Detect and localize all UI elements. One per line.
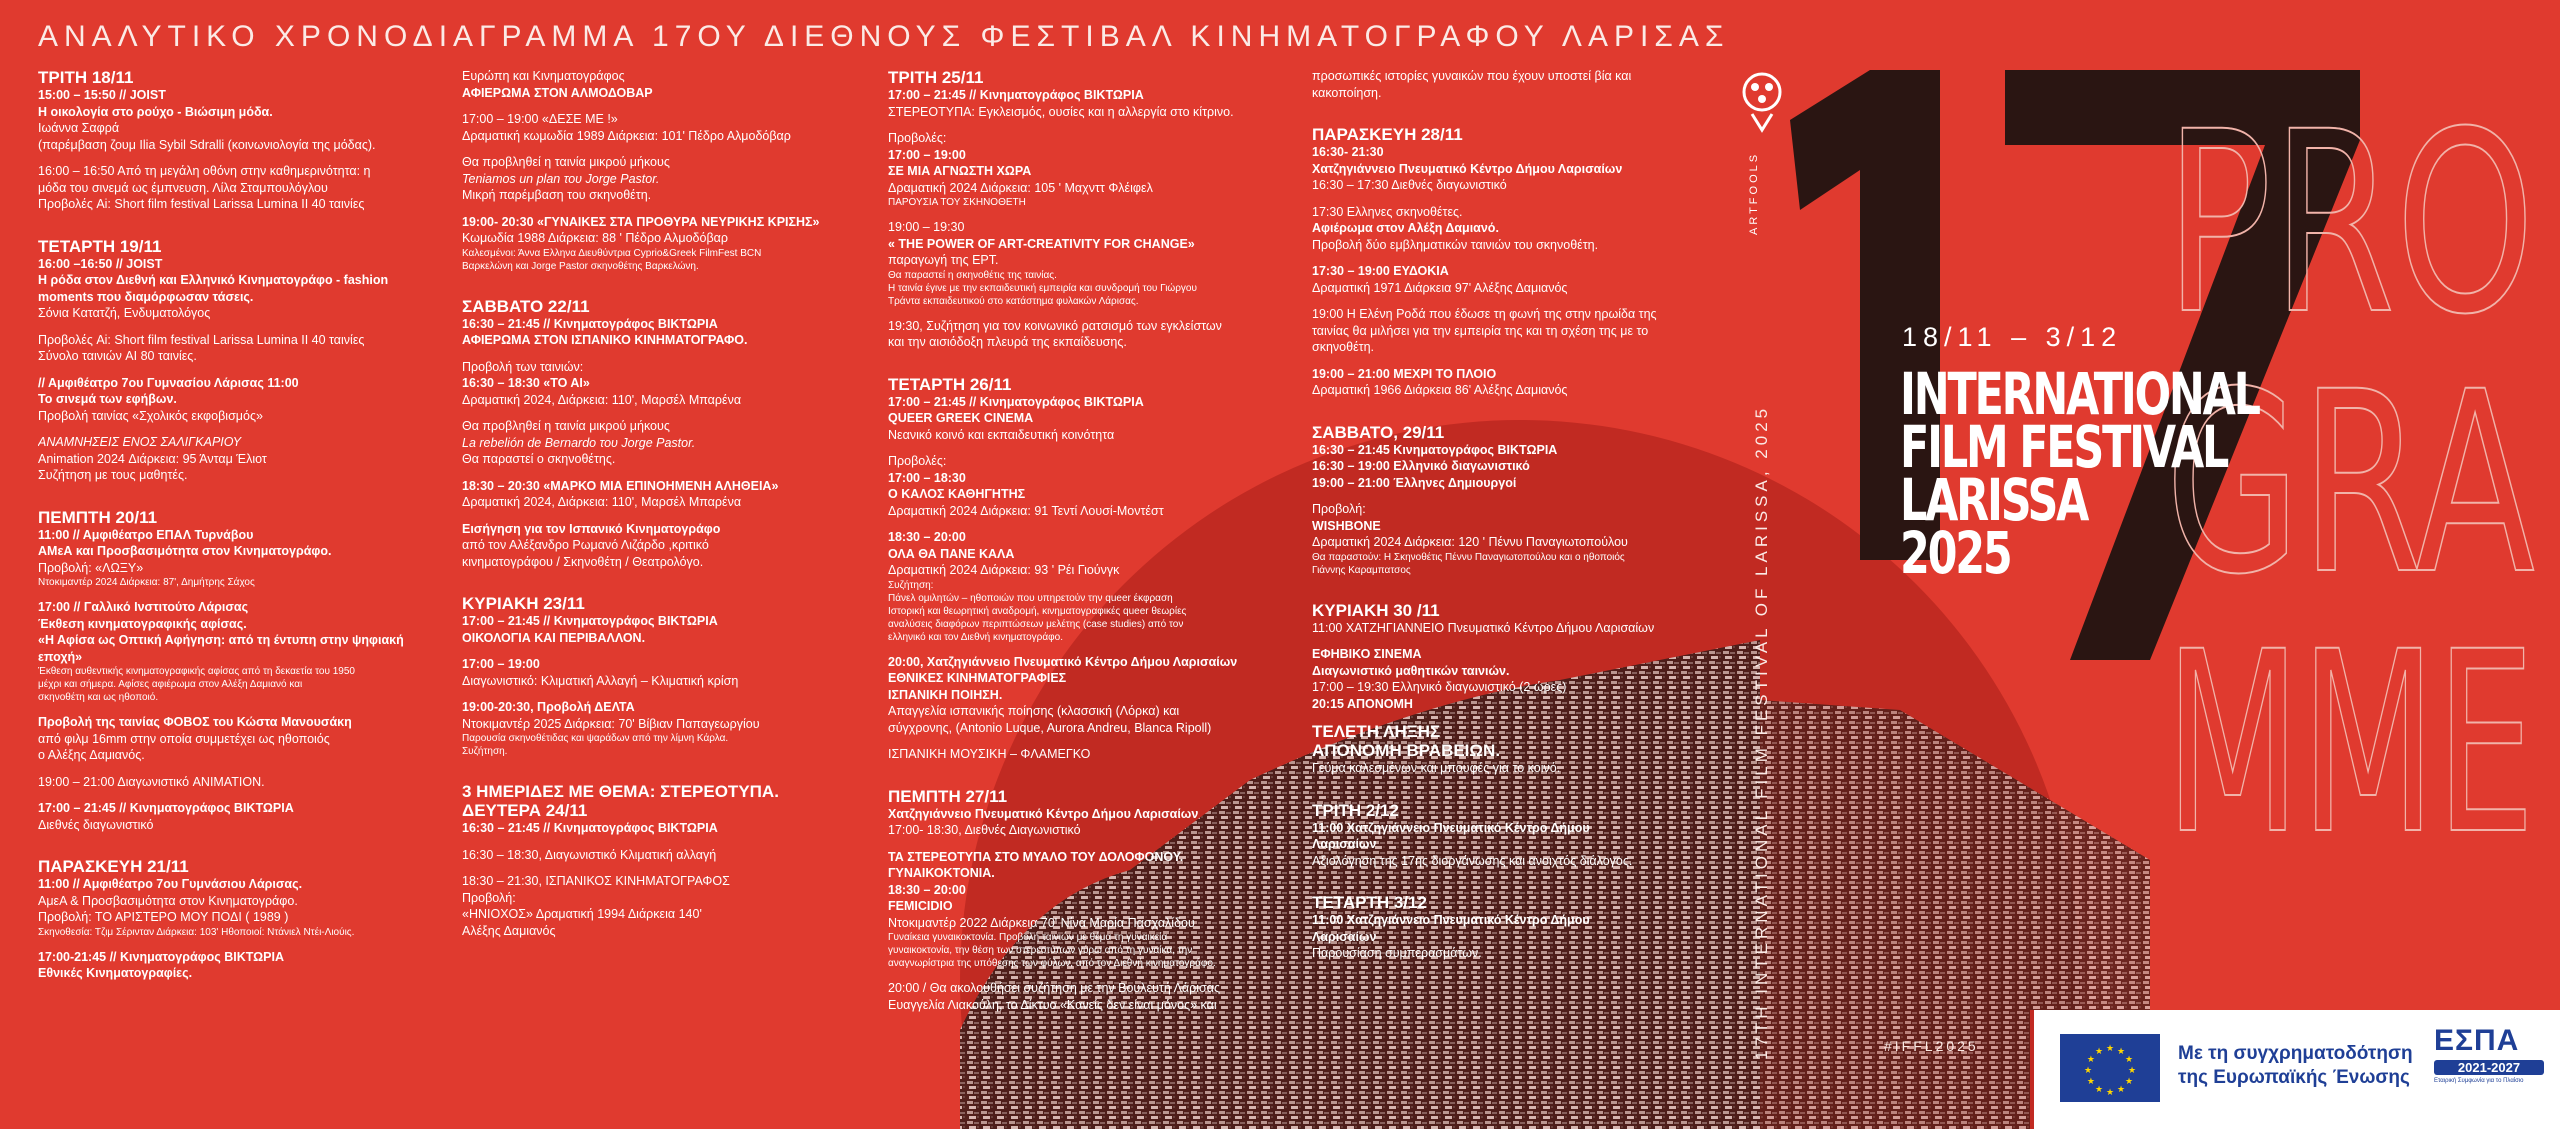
schedule-line: Προβολή ταινίας «Σχολικός εκφοβισμός» [38,408,263,423]
schedule-line: γυναικοκτονία, την θέση των στερεοτύπων γύρω από τη γυναίκα, την [888,945,1193,956]
schedule-line: Ντοκιμαντέρ 2024 Διάρκεια: 87', Δημήτρης Σάχος [38,577,255,588]
schedule-line: Διαγωνιστικό: Κλιματική Αλλαγή – Κλιματική κρίση [462,673,739,688]
schedule-line: Αλέξης Δαμιανός [462,923,556,938]
schedule-line: 17:00 – 21:45 // Κινηματογράφος ΒΙΚΤΩΡΙΑ [462,614,718,628]
schedule-line: Δραματική 1966 Διάρκεια 86' Αλέξης Δαμιανός [1312,383,1568,397]
eu-text-line: της Ευρωπαϊκής Ένωσης [2178,1067,2410,1088]
schedule-line: από τον Αλέξανδρο Ρωμανό Λιζάρδο ,κριτικό [462,538,709,552]
eu-star-icon: ★ [2094,1084,2104,1095]
festival-name [1900,360,2259,587]
schedule-line: Έκθεση αυθεντικής κινηματογραφικής αφίσας από τη δεκαετία του 1950 [38,666,355,677]
schedule-line: 11:00 // Αμφιθέατρο 7ου Γυμνάσιου Λάρισας. [38,877,303,891]
schedule-line: σύγχρονης, (Antonio Luque, Aurora Andreu, Blanca Ripoll) [888,720,1212,735]
day-heading: ΠΕΜΠΤΗ 27/11 [888,786,1008,806]
day-heading: ΤΕΤΑΡΤΗ 3/12 [1312,893,1427,912]
schedule-line: 17:00 – 21:45 // Κινηματογράφος ΒΙΚΤΩΡΙΑ [888,88,1144,102]
schedule-line: Θα παραστούν: Η Σκηνοθέτις Πέννυ Παναγιωτοπούλου και ο ηθοποιός [1312,551,1625,563]
schedule-line: μέχρι και σήμερα. Αφίσες αφιέρωμα στον Αλέξη Δαμιανό και [38,679,303,690]
schedule-line: 17:00 // Γαλλικό Ινστιτούτο Λάρισας [38,600,249,614]
festival-dates: 18/11 – 3/12 [1902,322,2123,352]
schedule-line: ελληνικό και τον Διεθνή κινηματογράφο. [888,631,1063,643]
schedule-line: Προβολή δύο εμβληματικών ταινιών του σκηνοθέτη. [1312,237,1599,252]
day-heading: ΠΑΡΑΣΚΕΥΗ 28/11 [1312,125,1463,144]
schedule-line: 18:30 – 20:00 [888,530,966,544]
schedule-line: 16:30 – 21:45 // Κινηματογράφος ΒΙΚΤΩΡΙΑ [462,316,718,331]
schedule-line: Μικρή παρέμβαση του σκηνοθέτη. [462,188,652,202]
artfools-label: ARTFOOLS [1748,151,1760,235]
schedule-line: 19:00- 20:30 «ΓΥΝΑΙΚΕΣ ΣΤΑ ΠΡΟΘΥΡΑ ΝΕΥΡΙΚΗΣ ΚΡΙΣΗΣ» [462,214,820,229]
schedule-line: QUEER GREEK CINEMA [888,411,1034,425]
schedule-line: 20:15 ΑΠΟΝΟΜΗ [1312,696,1413,711]
day-heading: ΠΕΜΠΤΗ 20/11 [38,507,158,527]
schedule-column-4 [1312,68,1712,962]
schedule-line: Θα παραστεί η σκηνοθέτις της ταινίας. [888,269,1057,281]
eu-star-icon: ★ [2127,1065,2137,1075]
schedule-line: μόδα του σινεμά ως έμπνευση. Λίλα Σταμπουλόγλου [38,180,328,195]
schedule-line: Προβολές: [888,131,947,145]
schedule-line: ταινίας θα μιλήσει για την εμπειρία της και τη σχέση της με το [1312,323,1649,338]
hashtag: #IFFL2025 [1884,1038,1979,1054]
schedule-column-2 [462,68,862,939]
schedule-line: Teniamos un plan του Jorge Pastor. [462,171,660,186]
festival-name-line: FILM FESTIVAL [1900,413,2228,481]
schedule-line: Γεύμα καλεσμένων και μπουφές για το κοινό. [1312,761,1561,775]
schedule-line: Δραματική 2024 Διάρκεια: 120 ' Πέννυ Παναγιωτοπούλου [1312,535,1628,549]
schedule-line: « THE POWER OF ART-CREATIVITY FOR CHANGE» [888,236,1195,251]
schedule-line: «ΗΝΙΟΧΟΣ» Δραματική 1994 Διάρκεια 140' [462,907,702,921]
schedule-line: Παρουσία σκηνοθέτιδας και ψαράδων από την λίμνη Κάρλα. [462,733,729,744]
schedule-line: σκηνοθέτη. [1312,340,1375,354]
eu-star-icon: ★ [2105,1043,2115,1053]
day-heading: ΚΥΡΙΑΚΗ 30 /11 [1312,600,1440,620]
schedule-line: Η ταινία έγινε με την εκπαιδευτική εμπειρία και συνδρομή του Γιώργου [888,282,1197,294]
schedule-line: 17:00- 18:30, Διεθνές Διαγωνιστικό [888,823,1081,837]
day-heading: 3 ΗΜΕΡΙΔΕΣ ΜΕ ΘΕΜΑ: ΣΤΕΡΕΟΤΥΠΑ. [462,782,779,801]
day-heading: ΠΑΡΑΣΚΕΥΗ 21/11 [38,857,189,876]
schedule-line: Σόνια Κατατζή, Ενδυματολόγος [38,306,211,320]
day-heading: ΤΡΙΤΗ 2/12 [1312,800,1399,820]
schedule-line: 19:00-20:30, Προβολή ΔΕΛΤΑ [462,700,635,714]
schedule-line: ΑΜεΑ και Προσβασιμότητα στον Κινηματογράφο. [38,544,332,558]
schedule-line: ΓΥΝΑΙΚΟΚΤΟΝΙΑ. [888,866,995,880]
schedule-column-1 [38,68,438,982]
schedule-line: 16:00 – 16:50 Από τη μεγάλη οθόνη στην καθημερινότητα: η [38,164,371,178]
film-reel-icon [1744,74,1780,130]
schedule-line: εποχή» [38,649,83,664]
schedule-line: Χατζηγιάννειο Πνευματικό Κέντρο Δήμου Λαρισαίων [888,806,1199,821]
schedule-line: Ντοκιμαντέρ 2022 Διάρκεια 70' Νίνα Μαρία Πασχαλίδου [888,915,1195,930]
schedule-line: Δραματική 1971 Διάρκεια 97' Αλέξης Δαμιανός [1312,280,1568,295]
schedule-line: Δραματική 2024, Διάρκεια: 110', Μαρσέλ Μπαρένα [462,495,742,509]
schedule-line: 18:30 – 21:30, ΙΣΠΑΝΙΚΟΣ ΚΙΝΗΜΑΤΟΓΡΑΦΟΣ [462,874,730,888]
schedule-line: ΣΤΕΡΕΟΤΥΠΑ: Εγκλεισμός, ουσίες και η αλλεργία στο κίτρινο. [888,104,1234,119]
schedule-line: Γιάννης Καραμπατσος [1312,564,1411,576]
schedule-line: 11:00 Χατζηγιάννειο Πνευματικό Κέντρο Δήμου [1312,913,1590,927]
schedule-line: 19:00 – 19:30 [888,220,965,234]
schedule-line: ΙΣΠΑΝΙΚΗ ΠΟΙΗΣΗ. [888,687,1003,702]
schedule-line: Τράντα εκπαιδευτικού στο κατάστημα φυλακών Λάρισας. [888,295,1139,307]
eu-star-icon: ★ [2086,1054,2095,1064]
schedule-line: 17:00 – 19:00 [888,147,966,162]
day-heading: ΔΕΥΤΕΡΑ 24/11 [462,801,588,820]
schedule-line: Ντοκιμαντέρ 2025 Διάρκεια: 70' Βίβιαν Παπαγεωργίου [462,716,760,731]
schedule-line: και την αισιόδοξη πλευρά της εκπαίδευσης. [888,335,1127,349]
schedule-line: αναγνωρίστρια της υπόθεσης των φύλων, από τον Διεθνή κινηματογράφο. [888,958,1216,969]
schedule-line: σκηνοθέτη και ως ηθοποιό. [38,692,159,703]
schedule-line: αναλύσεις διαφόρων περιπτώσεων μελέτης (case studies) από τον [888,618,1184,630]
festival-name-line: LARISSA [1900,466,2088,534]
eu-funding-text [2178,1042,2413,1090]
schedule-line: Προβολή των ταινιών: [462,359,584,374]
schedule-line: 16:30 – 19:00 Ελληνικό διαγωνιστικό [1312,459,1530,473]
day-heading: ΤΕΤΑΡΤΗ 26/11 [888,374,1012,394]
vertical-festival-caption: 17TH INTERNATIONAL FILM FESTIVAL OF LARISSA, 2025 [1752,404,1771,1060]
schedule-line: FEMICIDIO [888,899,953,913]
schedule-line: Καλεσμένοι: Άννα Ελληνα Διευθύντρια Cyprio&Greek FilmFest BCN [462,247,762,259]
schedule-line: 16:30- 21:30 [1312,145,1384,159]
schedule-line: moments που διαμόρφωσαν τάσεις. [38,289,254,304]
day-heading: ΤΡΙΤΗ 25/11 [888,68,984,87]
schedule-line: παραγωγή της ΕΡΤ. [888,253,999,267]
schedule-line: Θα προβληθεί η ταινία μικρού μήκους [462,155,670,169]
eu-star-icon: ★ [2105,1087,2115,1097]
schedule-line: Γυναίκεια γυναικοκτονία. Προβολή ταινιών με θέμα τη γυναικεία [888,932,1168,943]
schedule-line: 17:00-21:45 // Κινηματογράφος ΒΙΚΤΩΡΙΑ [38,949,284,964]
schedule-line: κινηματογράφου / Σκηνοθέτη / Θεατρολόγο. [462,554,704,569]
eu-text-line: Με τη συγχρηματοδότηση [2178,1043,2413,1064]
schedule-line: ΑΦΙΕΡΩΜΑ ΣΤΟΝ ΑΛΜΟΔΟΒΑΡ [462,85,653,100]
schedule-line: Ιωάννα Σαφρά [38,121,120,135]
schedule-line: 19:00 Η Ελένη Ροδά που έδωσε τη φωνή της στην ηρωίδα της [1312,307,1657,321]
schedule-line: Δραματική 2024 Διάρκεια: 105 ' Μαχνττ Φλέιφελ [888,180,1153,195]
espa-years: 2021-2027 [2434,1060,2544,1075]
schedule-line: Ο ΚΑΛΟΣ ΚΑΘΗΓΗΤΗΣ [888,487,1026,501]
schedule-line: 19:00 – 21:00 Διαγωνιστικό ANIMATION. [38,774,265,789]
programme-word: MME [2165,598,2535,889]
schedule-line: Προβολή της ταινίας ΦΟΒΟΣ του Κώστα Μανουσάκη [38,715,352,729]
schedule-line: Έκθεση κινηματογραφικής αφίσας. [38,616,247,631]
schedule-line: Εθνικές Κινηματογραφίες. [38,966,193,980]
schedule-line: Προβολές Ai: Short film festival Larissa Lumina II 40 ταινίες [38,197,365,211]
schedule-line: Δραματική 2024 Διάρκεια: 91 Τεντί Λουσί-Μοντέστ [888,503,1164,518]
schedule-line: 19:30, Συζήτηση για τον κοινωνικό ρατσισμό των εγκλείστων [888,318,1222,333]
schedule-line: 17:00 – 18:30 [888,470,966,485]
schedule-line: 16:30 – 21:45 // Κινηματογράφος ΒΙΚΤΩΡΙΑ [462,821,718,835]
schedule-line: (παρέμβαση ζουμ Ilia Sybil Sdralli (κοινωνιολογία της μόδας). [38,137,376,152]
festival-name-line: INTERNATIONAL [1900,360,2259,428]
schedule-line: Η ρόδα στον Διεθνή και Ελληνικό Κινηματογράφο - fashion [38,273,389,287]
schedule-line: Συζήτηση: [888,579,934,591]
schedule-line: Ευρώπη και Κινηματογράφος [462,69,625,83]
schedule-line: ο Αλέξης Δαμιανός. [38,748,145,762]
schedule-line: 15:00 – 15:50 // JOIST [38,88,166,102]
schedule-line: Animation 2024 Διάρκεια: 95 Άνταμ Έλιοτ [38,451,267,466]
schedule-line: 20:00, Χατζηγιάννειο Πνευματικό Κέντρο Δήμου Λαρισαίων [888,654,1238,669]
schedule-line: 19:00 – 21:00 ΜΕΧΡΙ ΤΟ ΠΛΟΙΟ [1312,366,1497,381]
schedule-line: ΙΣΠΑΝΙΚΗ ΜΟΥΣΙΚΗ – ΦΛΑΜΕΓΚΟ [888,747,1091,761]
schedule-line: ΕΦΗΒΙΚΟ ΣΙΝΕΜΑ [1312,647,1422,661]
schedule-line: Εισήγηση για τον Ισπανικό Κινηματογράφο [462,521,721,536]
programme-word: PRO [2165,78,2535,369]
schedule-line: Παρουσίαση συμπερασμάτων. [1312,946,1482,960]
schedule-line: Κωμωδία 1988 Διάρκεια: 88 ' Πέδρο Αλμοδόβαρ [462,231,728,245]
schedule-line: 17:30 Ελληνες σκηνοθέτες. [1312,204,1463,219]
schedule-line: Αφιέρωμα στον Αλέξη Δαμιανό. [1312,221,1499,235]
schedule-line: Δραματική 2024, Διάρκεια: 110', Μαρσέλ Μπαρένα [462,392,742,407]
schedule-line: Προβολή: «ΛΩΞΥ» [38,560,144,575]
eu-star-icon: ★ [2125,1076,2134,1086]
schedule-line: Πάνελ ομιλητών – ηθοποιών που υπηρετούν την queer έκφραση [888,592,1173,604]
schedule-line: ΕΘΝΙΚΕΣ ΚΙΝΗΜΑΤΟΓΡΑΦΙΕΣ [888,671,1067,685]
schedule-line: Προβολές Ai: Short film festival Larissa Lumina II 40 ταινίες [38,332,365,347]
festival-name-line: 2025 [1900,519,2011,587]
schedule-line: Ευαγγελία Λιακούλη, το Δίκτυο «Κανείς δεν είναι μόνος» και [888,997,1217,1012]
schedule-line: 17:00 – 19:00 [462,657,540,671]
schedule-line: Νεανικό κοινό και εκπαιδευτική κοινότητα [888,427,1115,442]
schedule-line: Δραματική 2024 Διάρκεια: 93 ' Ρέι Γιούνγκ [888,563,1120,577]
schedule-line: Διεθνές διαγωνιστικό [38,817,154,832]
schedule-line: ΟΛΑ ΘΑ ΠΑΝΕ ΚΑΛΑ [888,546,1015,561]
schedule-line: ΑΦΙΕΡΩΜΑ ΣΤΟΝ ΙΣΠΑΝΙΚΟ ΚΙΝΗΜΑΤΟΓΡΑΦΟ. [462,333,748,347]
programme-word: GRA [2165,338,2535,629]
eu-funding-banner [2034,1010,2560,1129]
schedule-line: ΠΑΡΟΥΣΙΑ ΤΟΥ ΣΚΗΝΟΘΕΤΗ [888,197,1026,208]
schedule-line: Συζήτηση με τους μαθητές. [38,468,188,482]
schedule-line: Προβολή: ΤΟ ΑΡΙΣΤΕΡΟ ΜΟΥ ΠΟΔΙ ( 1989 ) [38,910,289,924]
schedule-line: 11:00 ΧΑΤΖΗΓΙΑΝΝΕΙΟ Πνευματικό Κέντρο Δήμου Λαρισαίων [1312,620,1655,635]
schedule-line: Δραματική κωμωδία 1989 Διάρκεια: 101' Πέδρο Αλμοδόβαρ [462,128,791,143]
schedule-line: Διαγωνιστικό μαθητικών ταινιών. [1312,663,1510,678]
schedule-line: La rebelión de Bernardo του Jorge Pastor. [462,435,696,450]
day-heading: ΚΥΡΙΑΚΗ 23/11 [462,594,585,613]
page-title: ΑΝΑΛΥΤΙΚΟ ΧΡΟΝΟΔΙΑΓΡΑΜΜΑ 17ΟΥ ΔΙΕΘΝΟΥΣ ΦΕΣΤΙΒΑΛ ΚΙΝΗΜΑΤΟΓΡΑΦΟΥ ΛΑΡΙΣΑΣ [38,20,1730,53]
schedule-line: Σκηνοθεσία: Τζιμ Σέρινταν Διάρκεια: 103' Ηθοποιοί: Ντάνιελ Ντέι-Λιούις. [38,926,355,938]
schedule-line: Το σινεμά των εφήβων. [38,392,177,406]
espa-subtitle: Εταιρική Συμφωνία για το Πλαίσιο [2434,1078,2524,1084]
schedule-line: 11:00 Χατζηγιάννειο Πνευματικό Κέντρο Δήμου [1312,820,1590,835]
schedule-line: ΤΕΛΕΤΗ ΛΗΞΗΣ [1312,722,1441,741]
schedule-line: 16:30 – 18:30, Διαγωνιστικό Κλιματική αλλαγή [462,847,717,862]
schedule-line: 17:30 – 19:00 ΕΥΔΟΚΙΑ [1312,264,1449,278]
schedule-line: Προβολές: [888,454,947,468]
schedule-line: ΟΙΚΟΛΟΓΙΑ ΚΑΙ ΠΕΡΙΒΑΛΛΟΝ. [462,630,646,645]
schedule-line: Βαρκελώνη και Jorge Pastor σκηνοθέτης Βαρκελώνη. [462,260,699,272]
schedule-line: Ιστορική και θεωρητική αναδρομή, κινηματογραφικές queer θεωρίες [888,605,1187,617]
schedule-line: 11:00 // Αμφιθέατρο ΕΠΑΛ Τυρνάβου [38,527,254,542]
schedule-line: 16:00 –16:50 // JOIST [38,256,163,271]
schedule-line: ΑΠΟΝΟΜΗ ΒΡΑΒΕΙΩΝ. [1312,741,1501,760]
schedule-line: 17:00 – 19:30 Ελληνικό διαγωνιστικό (2 ώρες) [1312,680,1567,694]
schedule-line: Λαρισαίων [1312,929,1377,944]
day-heading: ΤΕΤΑΡΤΗ 19/11 [38,236,162,256]
schedule-line: 17:00 – 21:45 // Κινηματογράφος ΒΙΚΤΩΡΙΑ [38,801,294,815]
day-heading: ΣΑΒΒΑΤΟ, 29/11 [1312,422,1445,442]
schedule-line: WISHBONE [1312,518,1381,533]
schedule-line: Λαρισαίων [1312,837,1377,851]
schedule-line: 20:00 / Θα ακολουθήσει συζήτηση με την Βουλευτή Λάρισας [888,981,1221,995]
schedule-line: Θα παραστεί ο σκηνοθέτης. [462,452,616,466]
schedule-line: Προβολή: [462,890,516,905]
schedule-line: Αξιολόγηση της 17ης διοργάνωσης και ανοιχτός διάλογος. [1312,853,1633,868]
eu-star-icon: ★ [2125,1054,2134,1064]
schedule-line: 19:00 – 21:00 Έλληνες Δημιουργοί [1312,475,1517,490]
schedule-line: από φιλμ 16mm στην οποία συμμετέχει ως ηθοποιός [38,731,330,746]
schedule-line: ΣΕ ΜΙΑ ΑΓΝΩΣΤΗ ΧΩΡΑ [888,164,1032,178]
schedule-line: κακοποίηση. [1312,85,1382,100]
schedule-column-3 [888,68,1288,1013]
eu-star-icon: ★ [2116,1045,2126,1056]
schedule-line: ΑΝΑΜΝΗΣΕΙΣ ΕΝΟΣ ΣΑΛΙΓΚΑΡΙΟΥ [38,435,242,449]
schedule-line: Προβολή: [1312,502,1366,516]
schedule-line: Σύνολο ταινιών AI 80 ταινίες. [38,349,197,363]
day-heading: ΣΑΒΒΑΤΟ 22/11 [462,296,590,316]
eu-star-icon: ★ [2116,1084,2126,1095]
schedule-line: ΑμεΑ & Προσβασιμότητα στον Κινηματογράφο. [38,893,298,908]
schedule-line: 16:30 – 17:30 Διεθνές διαγωνιστικό [1312,178,1507,192]
day-heading: ΤΡΙΤΗ 18/11 [38,68,134,87]
eu-flag-icon [2060,1034,2160,1102]
schedule-line: 16:30 – 18:30 «ΤΟ ΑΙ» [462,376,590,390]
schedule-line: // Αμφιθέατρο 7ου Γυμνασίου Λάρισας 11:00 [38,375,299,390]
espa-title: ΕΣΠΑ [2434,1024,2520,1057]
espa-logo [2434,1024,2544,1084]
schedule-line: 18:30 – 20:30 «ΜΑΡΚΟ ΜΙΑ ΕΠΙΝΟΗΜΕΝΗ ΑΛΗΘΕΙΑ» [462,478,779,493]
schedule-line: Συζήτηση. [462,746,508,757]
schedule-line: ΤΑ ΣΤΕΡΕΟΤΥΠΑ ΣΤΟ ΜΥΑΛΟ ΤΟΥ ΔΟΛΟΦΟΝΟΥ. [888,849,1184,864]
eu-star-icon: ★ [2083,1065,2093,1075]
schedule-line: προσωπικές ιστορίες γυναικών που έχουν υποστεί βία και [1312,69,1632,83]
schedule-line: 18:30 – 20:00 [888,882,966,897]
eu-star-icon: ★ [2086,1076,2095,1086]
schedule-line: 17:00 – 21:45 // Κινηματογράφος ΒΙΚΤΩΡΙΑ [888,394,1144,409]
schedule-line: 16:30 – 21:45 Κινηματογράφος ΒΙΚΤΩΡΙΑ [1312,442,1558,457]
schedule-line: Θα προβληθεί η ταινία μικρού μήκους [462,419,670,433]
schedule-line: Απαγγελία ισπανικής ποίησης (κλασσική (Λόρκα) και [888,704,1180,718]
schedule-line: Η οικολογία στο ρούχο - Βιώσιμη μόδα. [38,104,273,119]
schedule-line: Χατζηγιάννειο Πνευματικό Κέντρο Δήμου Λαρισαίων [1312,161,1623,176]
schedule-line: 17:00 – 19:00 «ΔΕΣΕ ΜΕ !» [462,112,618,126]
eu-star-icon: ★ [2094,1045,2104,1056]
schedule-line: «Η Αφίσα ως Οπτική Αφήγηση: από τη έντυπη στην ψηφιακή [38,633,404,647]
